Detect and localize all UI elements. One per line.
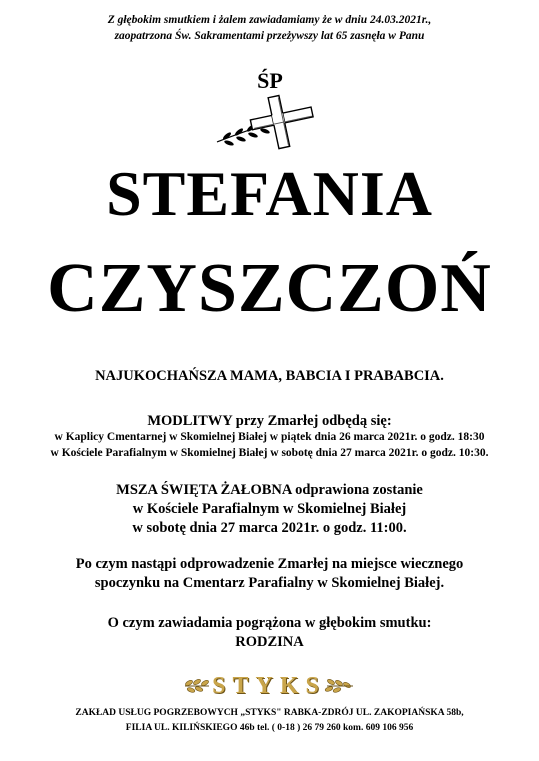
cross-with-palm-icon	[213, 92, 325, 152]
footer-line-1: ZAKŁAD USŁUG POGRZEBOWYCH „STYKS" RABKA-ZDRÓJ UL. ZAKOPIAŃSKA 58b,	[75, 708, 464, 718]
prayers-heading: MODLITWY przy Zmarłej odbędą się:	[147, 413, 392, 429]
burial-line-1: Po czym nastąpi odprowadzenie Zmarłej na miejsce wiecznego	[75, 556, 464, 572]
family-relation-line: NAJUKOCHAŃSZA MAMA, BABCIA I PRABABCIA.	[95, 368, 444, 384]
notice-line-1: O czym zawiadamia pogrążona w głębokim smutku:	[107, 615, 432, 631]
mass-line-1: MSZA ŚWIĘTA ŻAŁOBNA odprawiona zostanie	[116, 482, 423, 498]
burial-section	[0, 555, 539, 593]
intro-line-2: zaopatrzona Św. Sakramentami przeżywszy lat 65 zasnęła w Panu	[114, 30, 425, 42]
styks-logo	[183, 671, 355, 701]
deceased-first-name: STEFANIA	[106, 158, 433, 229]
deceased-last-name: CZYSZCZOŃ	[47, 250, 492, 327]
logo-text: STYKS	[212, 673, 326, 699]
prayers-line-2: w Kościele Parafialnym w Skomielnej Białej w sobotę dnia 27 marca 2021r. o godz. 10:30.	[50, 447, 489, 459]
footer-line-2: FILIA UL. KILIŃSKIEGO 46b tel. ( 0-18 ) 26 79 260 kom. 609 106 956	[125, 723, 414, 733]
mass-line-2: w Kościele Parafialnym w Skomielnej Białej	[132, 501, 407, 517]
funeral-mass-section	[0, 481, 539, 538]
family-notice	[0, 614, 539, 652]
intro-line-1: Z głębokim smutkiem i żalem zawiadamiamy że w dniu 24.03.2021r.,	[107, 14, 432, 26]
mass-line-3: w sobotę dnia 27 marca 2021r. o godz. 11:00.	[132, 520, 407, 536]
notice-signature: RODZINA	[235, 634, 304, 650]
prayers-line-1: w Kaplicy Cmentarnej w Skomielnej Białej w piątek dnia 26 marca 2021r. o godz. 18:30	[54, 431, 485, 443]
intro-text	[0, 12, 539, 44]
sp-abbreviation: ŚP	[257, 68, 283, 93]
funeral-home-footer	[0, 706, 539, 736]
burial-line-2: spoczynku na Cmentarz Parafialny w Skomielnej Białej.	[94, 575, 445, 591]
